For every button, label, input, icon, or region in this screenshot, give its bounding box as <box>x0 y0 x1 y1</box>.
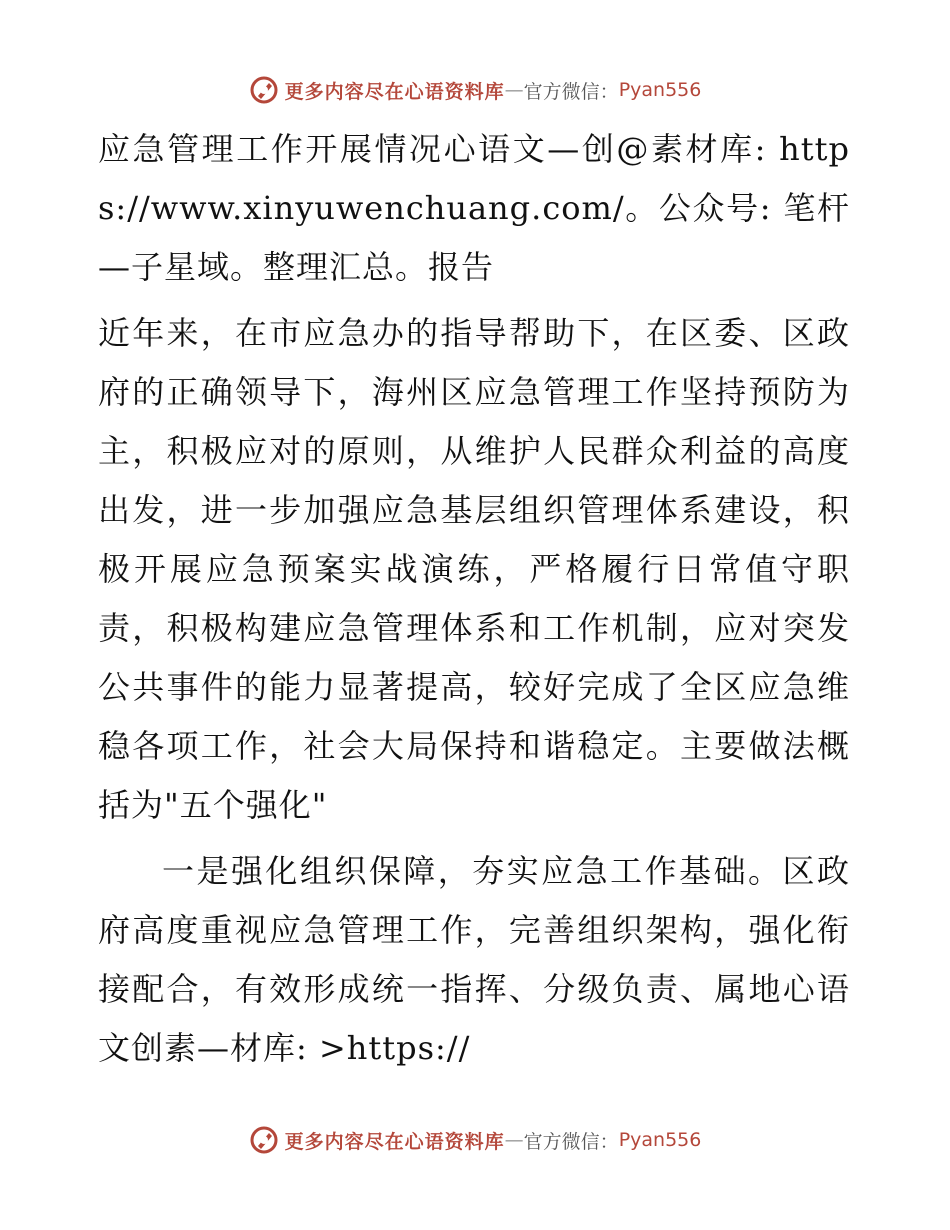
banner-promo-text: 更多内容尽在心语资料库 <box>284 80 505 103</box>
header-banner <box>0 70 950 110</box>
document-body <box>98 120 850 1078</box>
banner-separator: — <box>504 1129 524 1151</box>
footer-banner <box>0 1120 950 1160</box>
paragraph-title: 应急管理工作开展情况心语文—创@素材库: https://www.xinyuwenchuang.com/。公众号: 笔杆—子星域。整理汇总。报告 <box>98 130 850 286</box>
pen-logo-icon <box>249 75 279 105</box>
paragraph-intro: 近年来，在市应急办的指导帮助下，在区委、区政府的正确领导下，海州区应急管理工作坚持预防为主，积极应对的原则，从维护人民群众利益的高度出发，进一步加强应急基层组织管理体系建设，积极开展应急预案实战演练，严格履行日常值守职责，积极构建应急管理体系和工作机制，应对突发公共事件的能力显著提高，较好完成了全区应急维稳各项工作，社会大局保持和谐稳定。主要做法概括为"五个强化" <box>98 314 850 824</box>
banner-promo-text: 更多内容尽在心语资料库 <box>284 1130 505 1153</box>
pen-logo-icon <box>249 1125 279 1155</box>
banner-wechat-id: Pyan556 <box>618 1129 702 1151</box>
banner-separator: — <box>504 79 524 101</box>
banner-wechat-label: 官方微信： <box>523 1130 619 1153</box>
banner-wechat-label: 官方微信： <box>523 80 619 103</box>
banner-wechat-id: Pyan556 <box>618 79 702 101</box>
paragraph-point-one: 一是强化组织保障，夯实应急工作基础。区政府高度重视应急管理工作，完善组织架构，强化衔接配合，有效形成统一指挥、分级负责、属地心语文创素—材库: >https:// <box>98 852 850 1067</box>
